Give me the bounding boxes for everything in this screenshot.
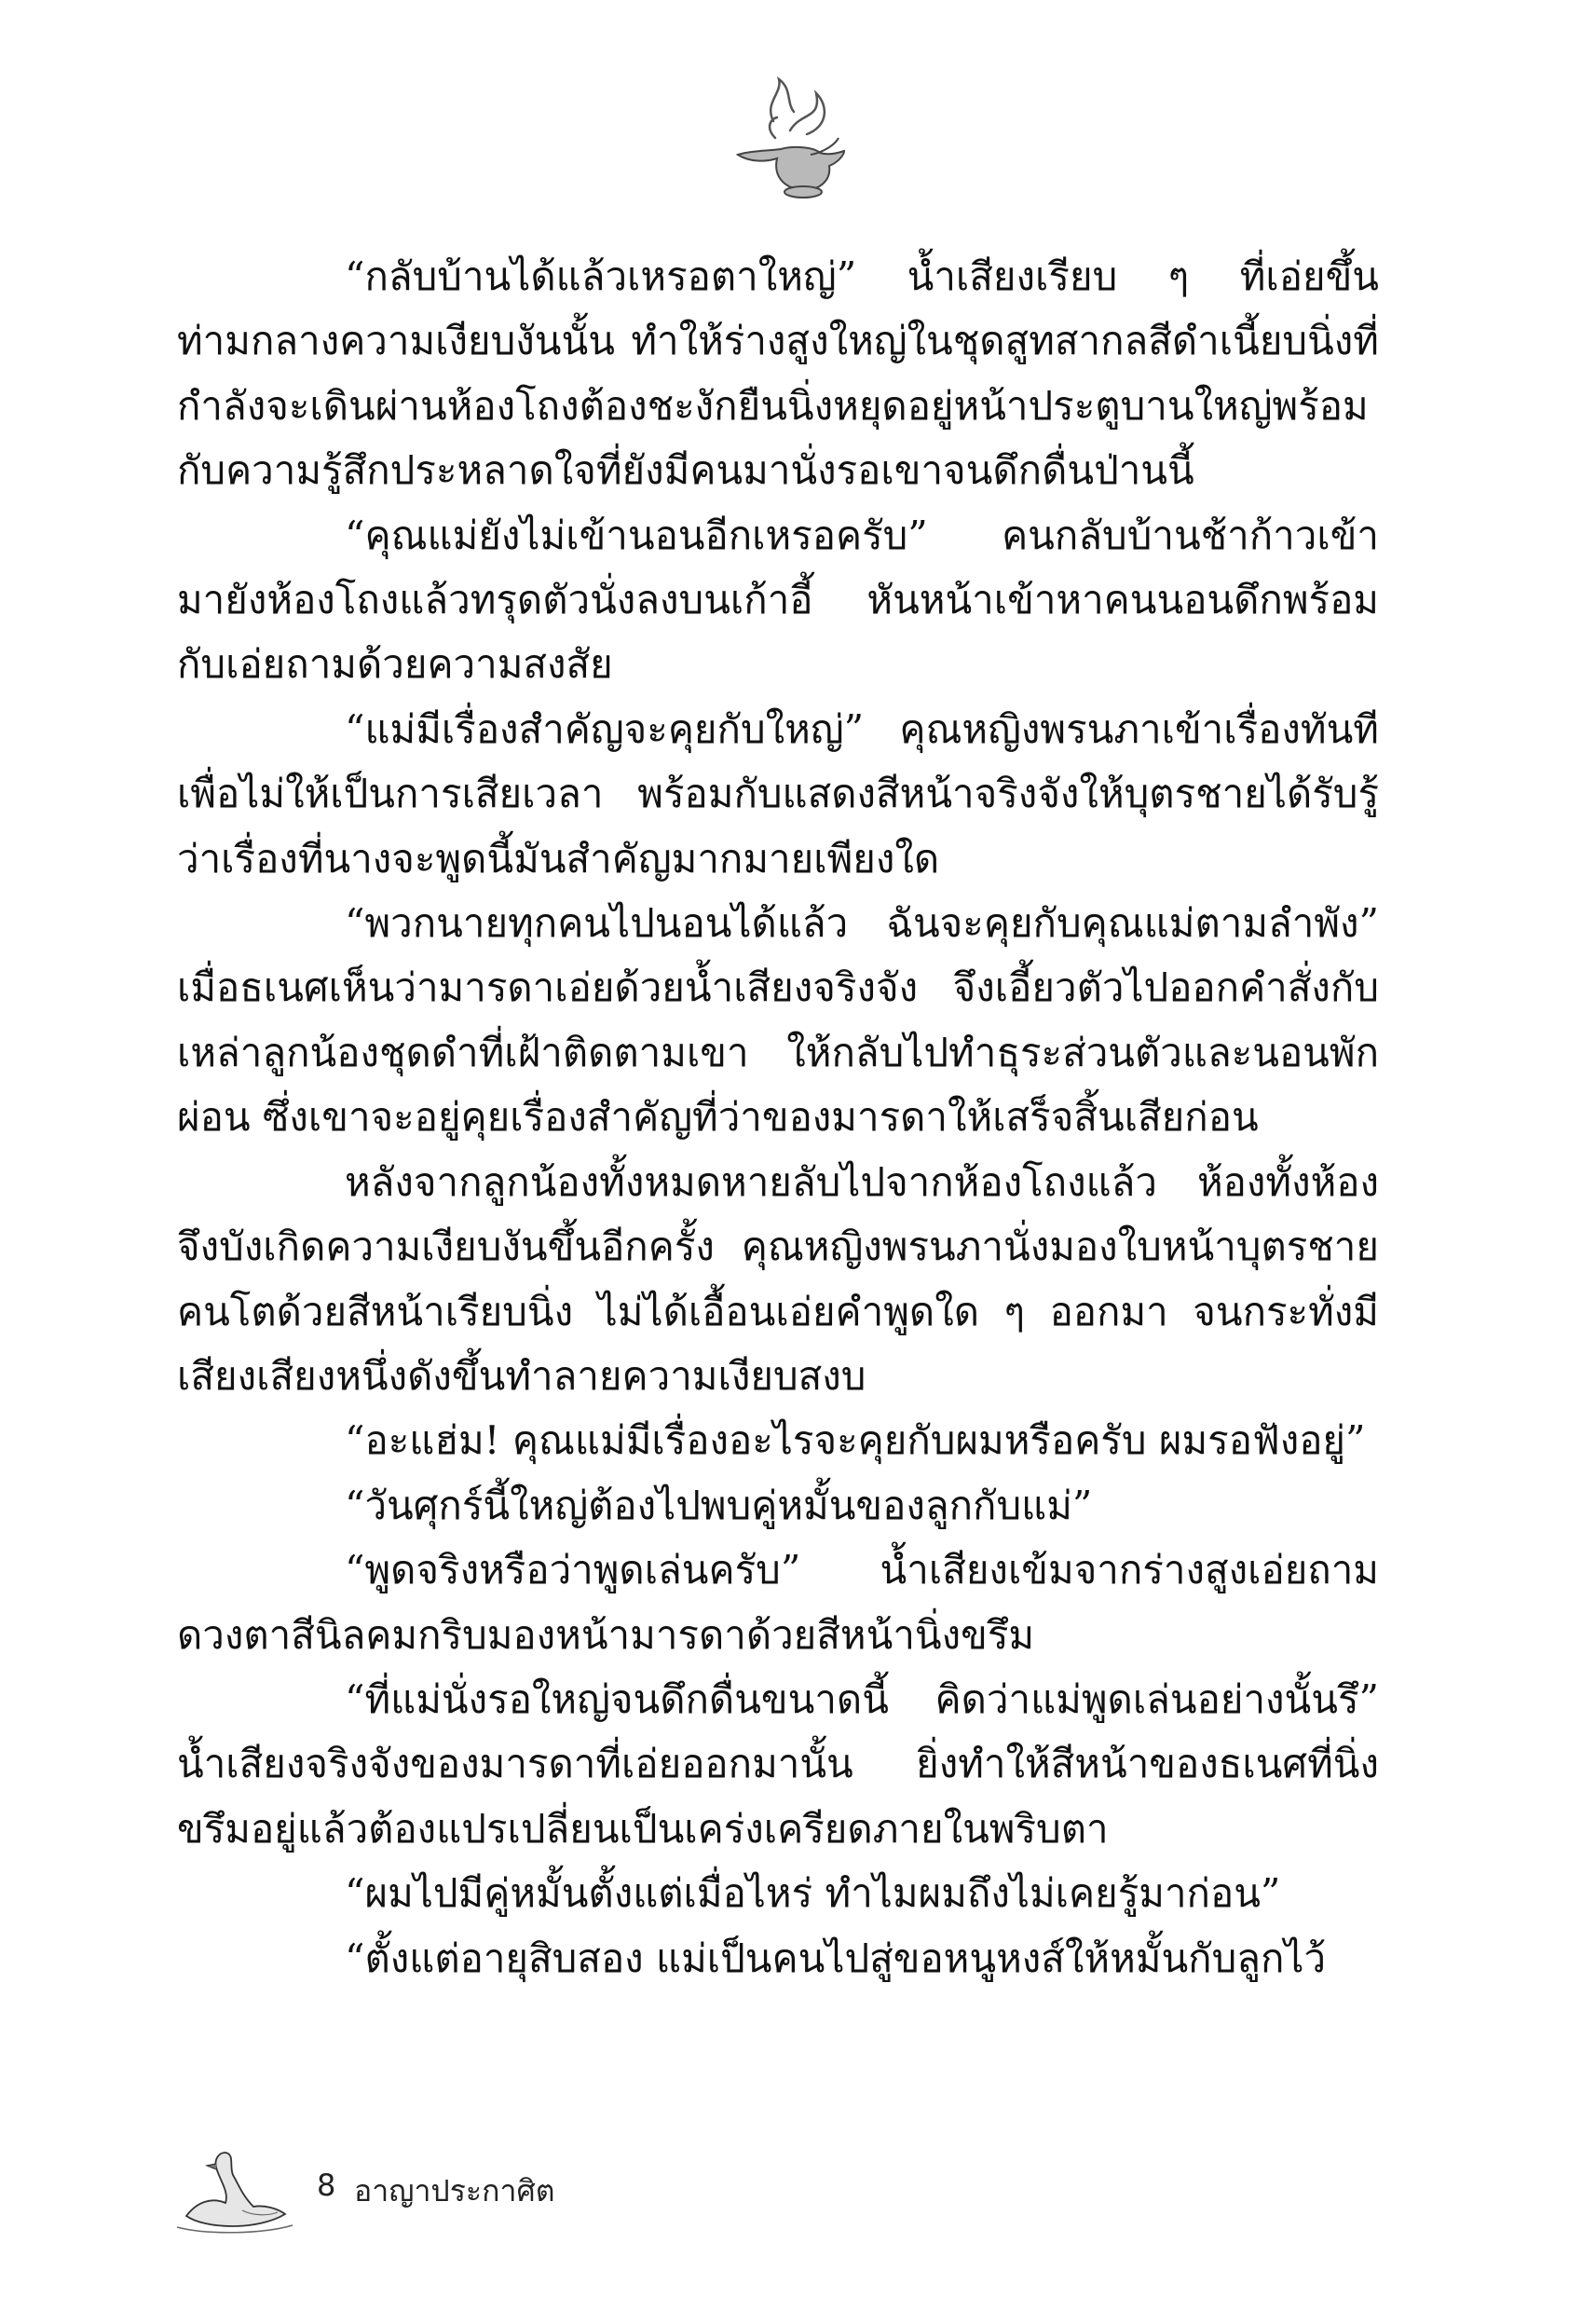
paragraph: “กลับบ้านได้แล้วเหรอตาใหญ่” น้ำเสียงเรียบ ๆ ที่เอ่ยขึ้นท่ามกลางความเงียบงันนั้น ทำให้ร่างสูงใหญ่ในชุดสูทสากลสีดำเนี้ยบนิ่งที่กำลังจะเดินผ่านห้องโถงต้องชะงักยืนนิ่งหยุดอยู่หน้าประตูบานใหญ่พร้อมกับความรู้สึกประหลาดใจที่ยังมีคนมานั่งรอเขาจนดึกดื่นป่านนี้ [177,253,1379,494]
paragraph: “อะแฮ่ม! คุณแม่มีเรื่องอะไรจะคุยกับผมหรือครับ ผมรอฟังอยู่” [345,1417,1366,1464]
paragraph: “วันศุกร์นี้ใหญ่ต้องไปพบคู่หมั้นของลูกกับแม่” [345,1482,1093,1528]
paragraph: “ตั้งแต่อายุสิบสอง แม่เป็นคนไปสู่ขอหนูหงส์ให้หมั้นกับลูกไว้ [345,1935,1327,1981]
genie-lamp-ornament [717,65,848,205]
paragraph: “พูดจริงหรือว่าพูดเล่นครับ” น้ำเสียงเข้มจากร่างสูงเอ่ยถามดวงตาสีนิลคมกริบมองหน้ามารดาด้วยสีหน้านิ่งขรึม [177,1547,1379,1658]
paragraph: “แม่มีเรื่องสำคัญจะคุยกับใหญ่” คุณหญิงพรนภาเข้าเรื่องทันทีเพื่อไม่ให้เป็นการเสียเวลา พร้อมกับแสดงสีหน้าจริงจังให้บุตรชายได้รับรู้ว่าเรื่องที่นางจะพูดนี้มันสำคัญมากมายเพียงใด [177,705,1379,882]
body-text [177,244,1379,1990]
swan-icon [168,2143,298,2236]
paragraph: หลังจากลูกน้องทั้งหมดหายลับไปจากห้องโถงแล้ว ห้องทั้งห้องจึงบังเกิดความเงียบงันขึ้นอีกครั้ง คุณหญิงพรนภานั่งมองใบหน้าบุตรชายคนโตด้วยสีหน้าเรียบนิ่ง ไม่ได้เอื้อนเอ่ยคำพูดใด ๆ ออกมา จนกระทั่งมีเสียงเสียงหนึ่งดังขึ้นทำลายความเงียบสงบ [177,1158,1379,1399]
page-footer [168,2143,913,2236]
page-number: 8 [317,2167,336,2203]
paragraph: “พวกนายทุกคนไปนอนได้แล้ว ฉันจะคุยกับคุณแม่ตามลำพัง” เมื่อธเนศเห็นว่ามารดาเอ่ยด้วยน้ำเสียงจริงจัง จึงเอี้ยวตัวไปออกคำสั่งกับเหล่าลูกน้องชุดดำที่เฝ้าติดตามเขา ให้กลับไปทำธุระส่วนตัวและนอนพักผ่อน ซึ่งเขาจะอยู่คุยเรื่องสำคัญที่ว่าของมารดาให้เสร็จสิ้นเสียก่อน [177,900,1379,1141]
paragraph: “ผมไปมีคู่หมั้นตั้งแต่เมื่อไหร่ ทำไมผมถึงไม่เคยรู้มาก่อน” [345,1870,1281,1917]
paragraph: “ที่แม่นั่งรอใหญ่จนดึกดื่นขนาดนี้ คิดว่าแม่พูดเล่นอย่างนั้นรึ” น้ำเสียงจริงจังของมารดาที่เอ่ยออกมานั้น ยิ่งทำให้สีหน้าของธเนศที่นิ่งขรึมอยู่แล้วต้องแปรเปลี่ยนเป็นเคร่งเครียดภายในพริบตา [177,1675,1379,1852]
book-title: อาญาประกาศิต [354,2173,555,2208]
paragraph: “คุณแม่ยังไม่เข้านอนอีกเหรอครับ” คนกลับบ้านช้าก้าวเข้ามายังห้องโถงแล้วทรุดตัวนั่งลงบนเก้าอี้ หันหน้าเข้าหาคนนอนดึกพร้อมกับเอ่ยถามด้วยความสงสัย [177,512,1379,688]
